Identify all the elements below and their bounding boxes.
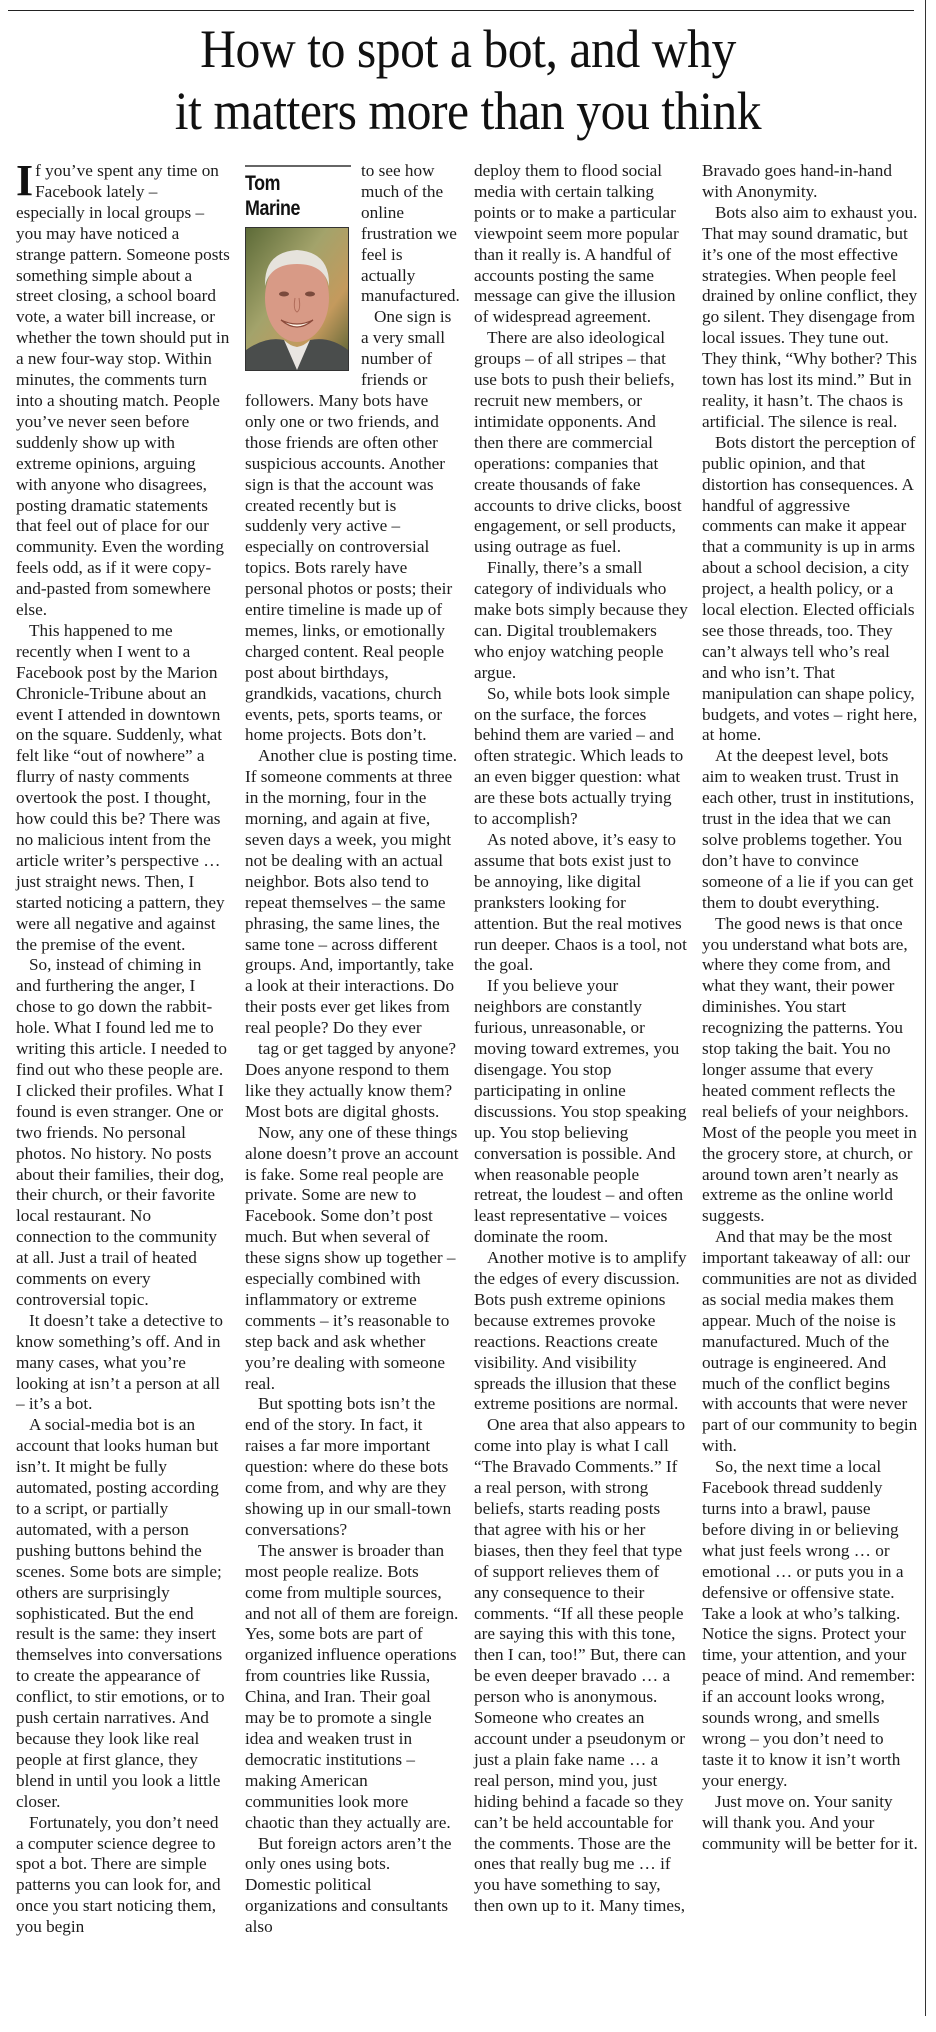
paragraph: But spotting bots isn’t the end of the story. In fact, it raises a far more important question: where do these bots come from, and why are they showing up in our small-town conversations? (245, 1394, 452, 1539)
paragraph: There are also ideological groups – of all stripes – that use bots to push their beliefs, recruit new members, or intimidate opponents. And then there are commercial operations: companies that create thousands of fake accounts to drive clicks, boost engagement, or sell products, using outrage as fuel. (474, 328, 682, 557)
paragraph: Another clue is posting time. If someone comments at three in the morning, four in the morning, and again at five, seven days a week, you might not be dealing with an actual neighbor. Bots also tend to repeat themselves – the same phrasing, the same lines, the same tone – across different groups. And, importantly, take a look at their interactions. Do their posts ever get likes from real people? Do they ever (245, 746, 458, 1038)
paragraph: The good news is that once you understand what bots are, where they come from, and what they want, their power diminishes. You start recognizing the patterns. You stop taking the bait. You no longer assume that every heated comment reflects the real beliefs of your neighbors. Most of the people you meet in the grocery store, at church, or around town aren’t nearly as extreme as the online world suggests. (702, 913, 917, 1226)
byline-divider (245, 165, 351, 167)
paragraph: But foreign actors aren’t the only ones using bots. Domestic political organizations and consultants also (245, 1833, 452, 1937)
drop-cap: I (16, 156, 34, 205)
paragraph: The answer is broader than most people realize. Bots come from multiple sources, and not all of them are foreign. Yes, some bots are part of organized influence operations from countries like Russia, China, and Iran. Their goal may be to promote a single idea and weaken trust in democratic institutions – making American communities look more chaotic than they actually are. (245, 1540, 459, 1832)
right-column-rule (925, 0, 926, 2016)
author-headshot-photo (245, 227, 349, 371)
top-divider (8, 10, 914, 11)
paragraph: If you’ve spent any time on Facebook lately – especially in local groups – you may have noticed a strange pattern. Someone posts something simple about a street closing, a school board vote, a water bill increase, or whether the town should put in a new four-way stop. Within minutes, the comments turn into a shouting match. People you’ve never seen before suddenly show up with extreme opinions, arguing with anyone who disagrees, posting dramatic statements that feel out of place for our community. Even the wording feels odd, as if it were copy-and-pasted from somewhere else. (16, 156, 230, 620)
author-last-name: Marine (245, 197, 300, 220)
paragraph: to see how much of the online frustration we feel is actually manufactured. (361, 161, 460, 306)
paragraph: deploy them to flood social media with certain talking points or to make a particular viewpoint seem more popular than it really is. A handful of accounts posting the same message can give the illusion of widespread agreement. (474, 161, 679, 327)
paragraph: Fortunately, you don’t need a computer science degree to spot a bot. There are simple patterns you can look for, and once you start noticing them, you begin (16, 1812, 221, 1937)
paragraph: And that may be the most important takeaway of all: our communities are not as divided as social media makes them appear. Much of the noise is manufactured. Much of the outrage is engineered. And much of the conflict begins with accounts that were never part of our community to begin with. (702, 1227, 918, 1456)
paragraph: A social-media bot is an account that looks human but isn’t. It might be fully automated, posting according to a script, or partially automated, with a person pushing buttons behind the scenes. Some bots are simple; others are surprisingly sophisticated. But the end result is the same: they insert themselves into conversations to create the appearance of conflict, to stir emotions, or to push certain narratives. And because they look like real people at first glance, they blend in until you look a little closer. (16, 1415, 225, 1811)
paragraph: Bots distort the perception of public opinion, and that distortion has consequences. A handful of aggressive comments can make it appear that a community is up in arms about a school decision, a city project, a health policy, or a local election. Elected officials see those threads, too. They can’t always tell who’s real and who isn’t. That manipulation can shape policy, budgets, and votes – right here, at home. (702, 432, 918, 745)
paragraph: One area that also appears to come into play is what I call “The Bravado Comments.” If a real person, with strong beliefs, starts reading posts that agree with his or her biases, then they feel that type of support relieves them of any consequence to their comments. “If all these people are saying this with this tone, then I can, too!” But, there can be even deeper bravado … a person who is anonymous. Someone who creates an account under a pseudonym or just a plain fake name … a real person, mind you, just hiding behind a facade so they can’t be held accountable for the comments. Those are the ones that really bug me … if you have something to say, then own up to it. Many times, (474, 1415, 686, 1916)
paragraph: Finally, there’s a small category of individuals who make bots simply because they can. Digital troublemakers who enjoy watching people argue. (474, 558, 688, 682)
article-column-4 (702, 161, 918, 1854)
paragraph: Bravado goes hand-in-hand with Anonymity. (702, 161, 892, 201)
paragraph: Just move on. Your sanity will thank you. And your community will be better for it. (702, 1791, 918, 1853)
paragraph: Another motive is to amplify the edges of every discussion. Bots push extreme opinions because extremes provoke reactions. Reactions create visibility. And visibility spreads the illusion that these extreme positions are normal. (474, 1248, 687, 1414)
paragraph: At the deepest level, bots aim to weaken trust. Trust in each other, trust in institutions, trust in the idea that we can solve problems together. You don’t have to convince someone of a lie if you can get them to doubt everything. (702, 746, 915, 912)
article-column-1 (16, 156, 230, 1938)
paragraph: So, instead of chiming in and furthering the anger, I chose to go down the rabbit-hole. What I found led me to writing this article. I needed to find out who these people are. I clicked their profiles. What I found is even stranger. One or two friends. No personal photos. No history. No posts about their families, their dog, their church, or their favorite local restaurant. No connection to the community at all. Just a trail of heated comments on every controversial topic. (16, 955, 227, 1309)
paragraph: As noted above, it’s easy to assume that bots exist just to be annoying, like digital pranksters looking for attention. But the real motives run deeper. Chaos is a tool, not the goal. (474, 830, 687, 975)
paragraph: If you believe your neighbors are constantly furious, unreasonable, or moving toward extremes, you disengage. You stop participating in online discussions. You stop speaking up. You stop believing conversation is possible. And when reasonable people retreat, the loudest – and often least representative – voices dominate the room. (474, 976, 687, 1247)
paragraph: One sign is a very small number of friends or followers. Many bots have only one or two friends, and those friends are often other suspicious accounts. Another sign is that the account was created recently but is suddenly very active – especially on controversial topics. Bots rarely have personal photos or posts; their entire timeline is made up of memes, links, or emotionally charged content. Real people post about birthdays, grandkids, vacations, church events, pets, sports teams, or home projects. Bots don’t. (245, 307, 453, 745)
headline-line-2: it matters more than you think (174, 81, 762, 141)
author-first-name: Tom (245, 172, 281, 195)
author-headshot-illustration (246, 228, 348, 370)
paragraph: It doesn’t take a detective to know something’s off. And in many cases, what you’re looking at isn’t a person at all – it’s a bot. (16, 1310, 223, 1414)
author-name (245, 171, 335, 221)
paragraph: This happened to me recently when I went to a Facebook post by the Marion Chronicle-Tribune about an event I attended in downtown on the square. Suddenly, what felt like “out of nowhere” a flurry of nasty comments overtook the post. I thought, how could this be? There was no malicious intent from the article writer’s perspective … just straight news. Then, I started noticing a pattern, they were all negative and against the premise of the event. (16, 620, 225, 954)
paragraph: Bots also aim to exhaust you. That may sound dramatic, but it’s one of the most effective strategies. When people feel drained by online conflict, they go silent. They disengage from local issues. They tune out. They think, “Why bother? This town has lost its mind.” But in reality, it hasn’t. The chaos is artificial. The silence is real. (702, 202, 918, 431)
paragraph: tag or get tagged by anyone? Does anyone respond to them like they actually know them? Most bots are digital ghosts. (245, 1039, 457, 1121)
headline (37, 18, 898, 142)
article-column-3 (474, 161, 688, 1917)
article-column-2 (245, 161, 460, 1938)
paragraph: So, while bots look simple on the surface, the forces behind them are varied – and often strategic. Which leads to an even bigger question: what are these bots actually trying to accomplish? (474, 683, 684, 829)
paragraph: So, the next time a local Facebook thread suddenly turns into a brawl, pause before diving in or believing what just feels wrong … or emotional … or puts you in a defensive or offensive state. Take a look at who’s talking. Notice the signs. Protect your time, your attention, and your peace of mind. And remember: if an account looks wrong, sounds wrong, and smells wrong – you don’t need to taste it to know it isn’t worth your energy. (702, 1457, 916, 1790)
headline-line-1: How to spot a bot, and why (200, 19, 736, 79)
paragraph: Now, any one of these things alone doesn’t prove an account is fake. Some real people are private. Some are new to Facebook. Some don’t post much. But when several of these signs show up together – especially combined with inflammatory or extreme comments – it’s reasonable to step back and ask whether you’re dealing with someone real. (245, 1122, 459, 1393)
byline (245, 161, 351, 371)
